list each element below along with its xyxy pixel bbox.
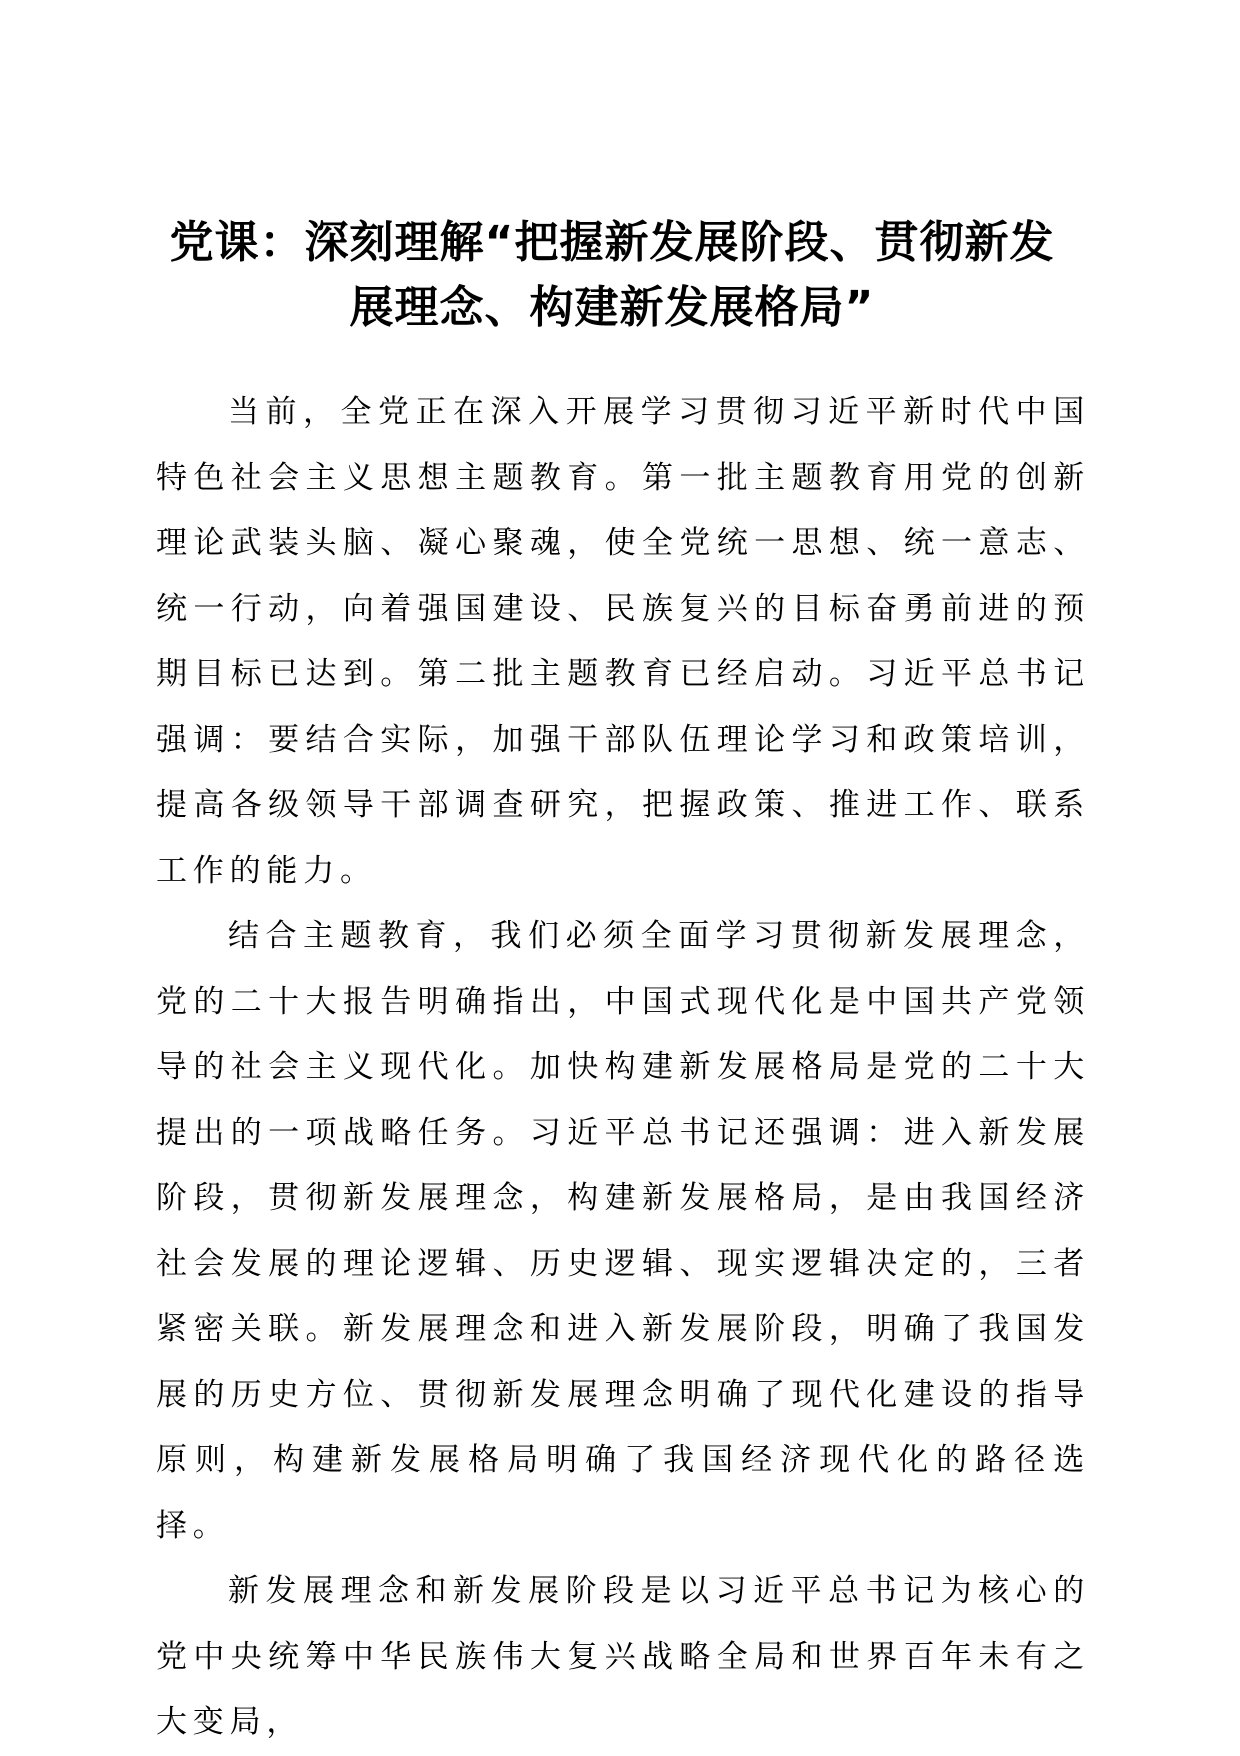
paragraph: 结合主题教育，我们必须全面学习贯彻新发展理念，党的二十大报告明确指出，中国式现代化是中国共产党领导的社会主义现代化。加快构建新发展格局是党的二十大提出的一项战略任务。习近平总书记还强调：进入新发展阶段，贯彻新发展理念，构建新发展格局，是由我国经济社会发展的理论逻辑、历史逻辑、现实逻辑决定的，三者紧密关联。新发展理念和进入新发展阶段，明确了我国发展的历史方位、贯彻新发展理念明确了现代化建设的指导原则，构建新发展格局明确了我国经济现代化的路径选择。 <box>156 918 1090 1544</box>
document-body <box>156 380 1090 1756</box>
paragraph: 当前，全党正在深入开展学习贯彻习近平新时代中国特色社会主义思想主题教育。第一批主题教育用党的创新理论武装头脑、凝心聚魂，使全党统一思想、统一意志、统一行动，向着强国建设、民族复兴的目标奋勇前进的预期目标已达到。第二批主题教育已经启动。习近平总书记强调：要结合实际，加强干部队伍理论学习和政策培训，提高各级领导干部调查研究，把握政策、推进工作、联系工作的能力。 <box>156 394 1090 889</box>
document-title: 党课：深刻理解“把握新发展阶段、贯彻新发展理念、构建新发展格局” <box>169 217 1055 333</box>
paragraph: 新发展理念和新发展阶段是以习近平总书记为核心的党中央统筹中华民族伟大复兴战略全局和世界百年未有之大变局， <box>156 1573 1090 1740</box>
